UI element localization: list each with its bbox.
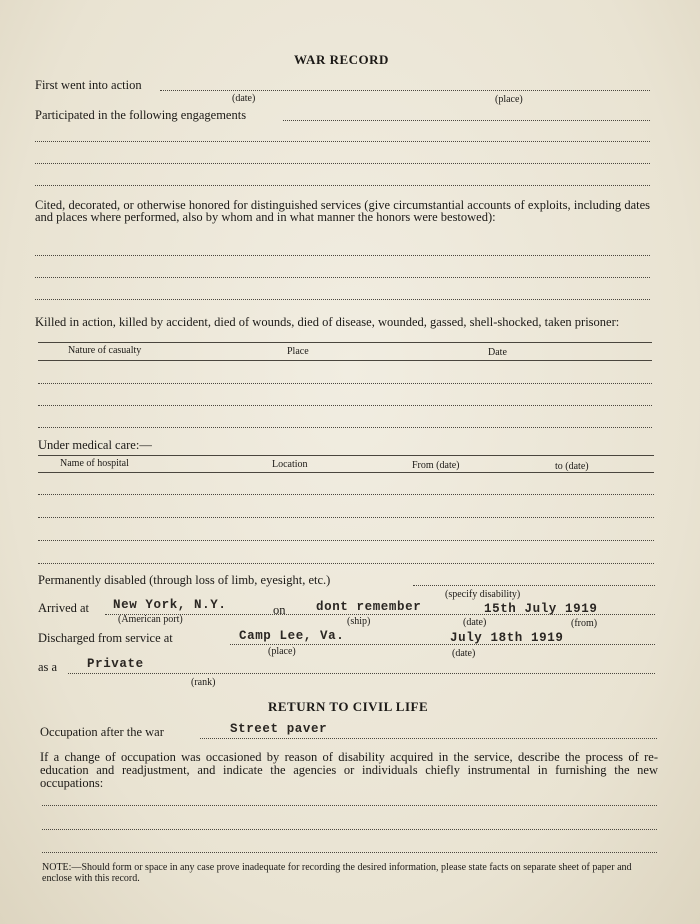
- rank-line[interactable]: [68, 673, 655, 674]
- engagements-line-1[interactable]: [283, 120, 650, 121]
- medical-line-3[interactable]: [38, 540, 654, 541]
- casualty-line-1[interactable]: [38, 383, 652, 384]
- arrived-ship-caption: (ship): [347, 616, 371, 627]
- cited-line-1[interactable]: [35, 255, 650, 256]
- arrived-port-caption: (American port): [118, 614, 183, 625]
- medical-line-4[interactable]: [38, 563, 654, 564]
- discharged-date-value: July 18th 1919: [450, 631, 564, 645]
- medical-table-rule: [38, 455, 654, 456]
- disabled-line[interactable]: [413, 585, 655, 586]
- medical-line-2[interactable]: [38, 517, 654, 518]
- engagements-line-3[interactable]: [35, 163, 650, 164]
- arrived-line[interactable]: [105, 614, 655, 615]
- rank-value: Private: [87, 657, 144, 671]
- medical-col-to: to (date): [555, 461, 589, 472]
- change-instructions: If a change of occupation was occasioned by reason of disability acquired in the service, describe the process of re-education and readjustment, and indicate the agencies or individuals chiefly instrumental in furnishing the new occupations:: [40, 750, 658, 790]
- disabled-label: Permanently disabled (through loss of limb, eyesight, etc.): [38, 573, 331, 587]
- disabled-caption: (specify disability): [445, 589, 521, 600]
- engagements-label: Participated in the following engagements: [35, 108, 247, 122]
- arrived-port-value: New York, N.Y.: [113, 598, 227, 612]
- engagements-line-2[interactable]: [35, 141, 650, 142]
- change-line-1[interactable]: [42, 805, 657, 806]
- arrived-ship-value: dont remember: [316, 600, 422, 614]
- first-action-date-caption: (date): [232, 93, 256, 104]
- arrived-date-caption: (date): [463, 617, 487, 628]
- medical-col-location: Location: [272, 459, 308, 470]
- discharged-date-caption: (date): [452, 648, 476, 659]
- civil-life-title: RETURN TO CIVIL LIFE: [268, 699, 429, 714]
- arrived-on-label: on: [273, 603, 286, 617]
- discharged-label: Discharged from service at: [38, 631, 173, 645]
- casualty-col-date: Date: [488, 347, 507, 358]
- casualty-line-2[interactable]: [38, 405, 652, 406]
- first-action-line[interactable]: [160, 90, 650, 91]
- medical-col-hospital: Name of hospital: [60, 458, 129, 469]
- casualty-col-place: Place: [287, 346, 309, 357]
- discharged-line[interactable]: [230, 644, 655, 645]
- medical-header-rule: [38, 472, 654, 473]
- footer-note: NOTE:—Should form or space in any case prove inadequate for recording the desired information, please state facts on separate sheet of paper and enclose with this record.: [42, 862, 632, 884]
- discharged-place-value: Camp Lee, Va.: [239, 629, 345, 643]
- casualty-table-rule: [38, 342, 652, 343]
- rank-caption: (rank): [191, 677, 216, 688]
- engagements-line-4[interactable]: [35, 185, 650, 186]
- page-title: WAR RECORD: [294, 52, 389, 67]
- medical-col-from: From (date): [412, 460, 460, 471]
- rank-label: as a: [38, 660, 58, 674]
- occupation-value: Street paver: [230, 722, 328, 736]
- occupation-label: Occupation after the war: [40, 725, 164, 739]
- discharged-place-caption: (place): [268, 646, 296, 657]
- casualty-line-3[interactable]: [38, 427, 652, 428]
- first-action-place-caption: (place): [495, 94, 523, 105]
- cited-line-2[interactable]: [35, 277, 650, 278]
- change-line-2[interactable]: [42, 829, 657, 830]
- arrived-label: Arrived at: [38, 601, 90, 615]
- first-action-label: First went into action: [35, 78, 142, 92]
- arrived-from-caption: (from): [571, 618, 598, 629]
- casualty-instructions: Killed in action, killed by accident, died of wounds, died of disease, wounded, gassed, shell-shocked, taken prisoner:: [35, 315, 620, 329]
- medical-care-label: Under medical care:—: [38, 438, 152, 452]
- casualty-header-rule: [38, 360, 652, 361]
- arrived-date-value: 15th July 1919: [484, 602, 598, 616]
- medical-line-1[interactable]: [38, 494, 654, 495]
- cited-instructions: Cited, decorated, or otherwise honored for distinguished services (give circumstantial accounts of exploits, including dates and places where performed, also by whom and in what manner the honors were bestowed):: [35, 198, 650, 224]
- change-line-3[interactable]: [42, 852, 657, 853]
- casualty-col-nature: Nature of casualty: [68, 345, 142, 356]
- occupation-line[interactable]: [200, 738, 657, 739]
- cited-line-3[interactable]: [35, 299, 650, 300]
